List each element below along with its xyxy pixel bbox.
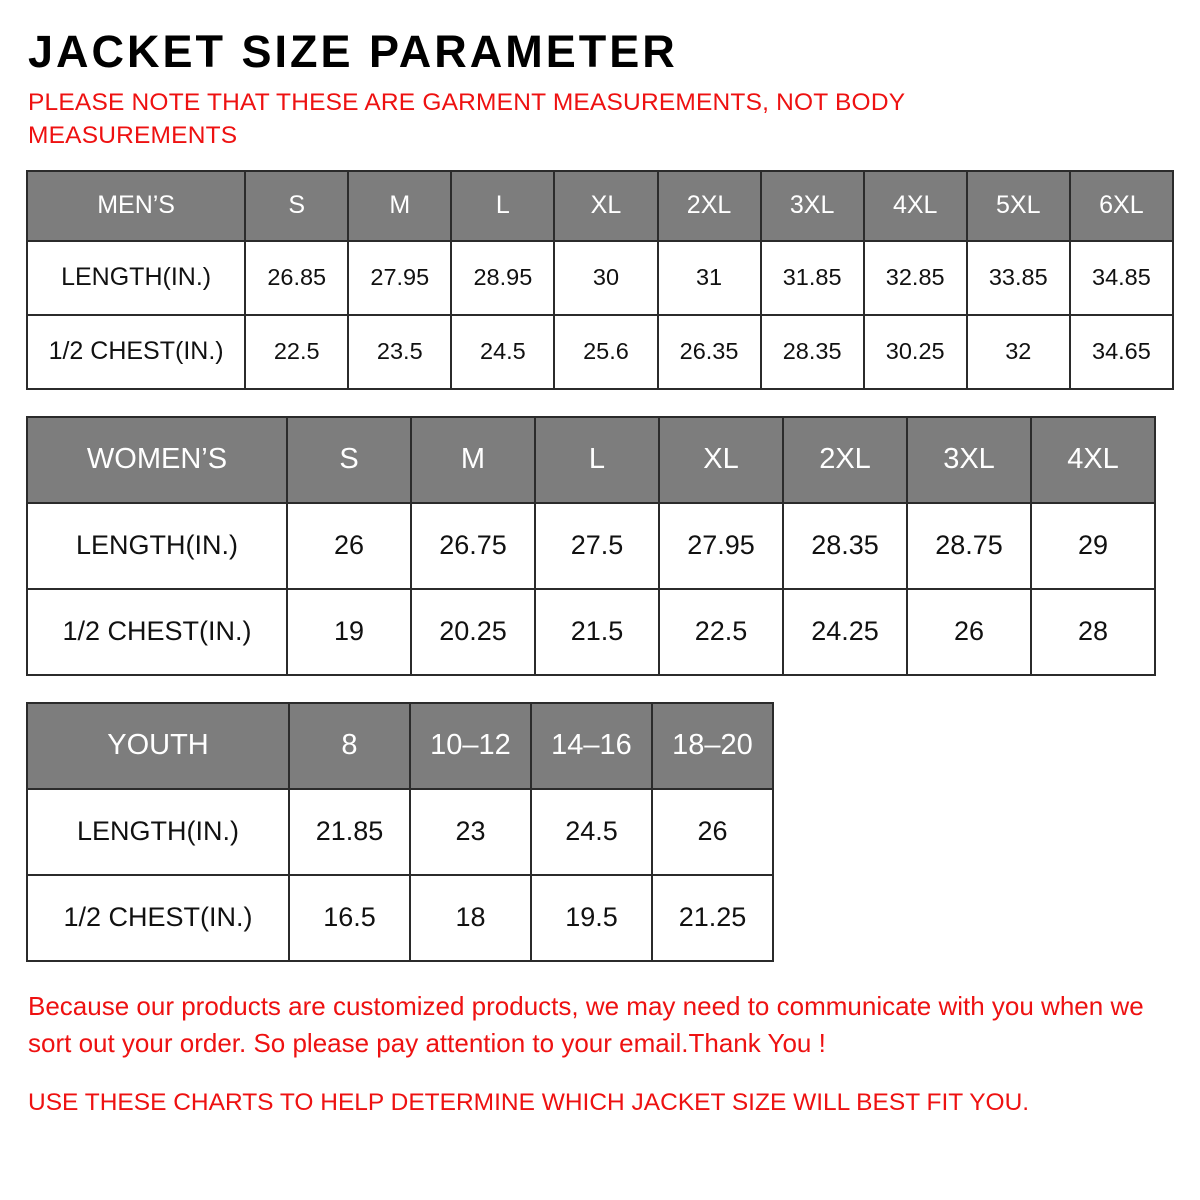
cell: 26: [652, 789, 773, 875]
youth-size-header: 10–12: [410, 703, 531, 789]
cell: 21.85: [289, 789, 410, 875]
cell: 26.85: [245, 241, 348, 315]
cell: 22.5: [245, 315, 348, 389]
cell: 25.6: [554, 315, 657, 389]
row-label: LENGTH(IN.): [27, 789, 289, 875]
table-row: [27, 875, 773, 961]
youth-size-header: 18–20: [652, 703, 773, 789]
womens-size-header: S: [287, 417, 411, 503]
mens-size-header: XL: [554, 171, 657, 241]
cell: 24.5: [531, 789, 652, 875]
table-row: [27, 503, 1155, 589]
row-label: 1/2 CHEST(IN.): [27, 589, 287, 675]
youth-size-header: 14–16: [531, 703, 652, 789]
cell: 30: [554, 241, 657, 315]
cell: 33.85: [967, 241, 1070, 315]
womens-size-header: 3XL: [907, 417, 1031, 503]
womens-size-table: [26, 416, 1156, 676]
womens-size-header: L: [535, 417, 659, 503]
footer-note-usage: USE THESE CHARTS TO HELP DETERMINE WHICH JACKET SIZE WILL BEST FIT YOU.: [28, 1088, 1030, 1116]
cell: 21.25: [652, 875, 773, 961]
measurement-note: PLEASE NOTE THAT THESE ARE GARMENT MEASUREMENTS, NOT BODY MEASUREMENTS: [28, 89, 905, 149]
womens-size-header: 4XL: [1031, 417, 1155, 503]
mens-size-header: L: [451, 171, 554, 241]
cell: 27.95: [659, 503, 783, 589]
page-title: JACKET SIZE PARAMETER: [28, 26, 678, 77]
mens-header-label: MEN’S: [27, 171, 245, 241]
mens-size-header: M: [348, 171, 451, 241]
cell: 31: [658, 241, 761, 315]
table-row: [27, 789, 773, 875]
cell: 28.35: [783, 503, 907, 589]
mens-size-header: 3XL: [761, 171, 864, 241]
mens-size-header: 6XL: [1070, 171, 1173, 241]
table-header-row: [27, 171, 1173, 241]
cell: 28.75: [907, 503, 1031, 589]
womens-header-label: WOMEN’S: [27, 417, 287, 503]
cell: 26: [907, 589, 1031, 675]
womens-size-header: 2XL: [783, 417, 907, 503]
cell: 29: [1031, 503, 1155, 589]
row-label: LENGTH(IN.): [27, 241, 245, 315]
cell: 23: [410, 789, 531, 875]
footer-notes: [28, 988, 1158, 1121]
cell: 24.25: [783, 589, 907, 675]
cell: 28: [1031, 589, 1155, 675]
cell: 19.5: [531, 875, 652, 961]
table-header-row: [27, 703, 773, 789]
row-label: LENGTH(IN.): [27, 503, 287, 589]
cell: 24.5: [451, 315, 554, 389]
cell: 28.35: [761, 315, 864, 389]
row-label: 1/2 CHEST(IN.): [27, 315, 245, 389]
cell: 19: [287, 589, 411, 675]
mens-size-header: 5XL: [967, 171, 1070, 241]
cell: 32: [967, 315, 1070, 389]
table-header-row: [27, 417, 1155, 503]
cell: 27.95: [348, 241, 451, 315]
cell: 30.25: [864, 315, 967, 389]
youth-size-header: 8: [289, 703, 410, 789]
womens-size-header: M: [411, 417, 535, 503]
cell: 16.5: [289, 875, 410, 961]
youth-size-table: [26, 702, 774, 962]
womens-size-header: XL: [659, 417, 783, 503]
row-label: 1/2 CHEST(IN.): [27, 875, 289, 961]
mens-size-table: [26, 170, 1174, 390]
cell: 20.25: [411, 589, 535, 675]
cell: 34.65: [1070, 315, 1173, 389]
cell: 26.75: [411, 503, 535, 589]
table-row: [27, 241, 1173, 315]
table-row: [27, 315, 1173, 389]
cell: 27.5: [535, 503, 659, 589]
footer-note-customized: Because our products are customized products, we may need to communicate with you when we sort out your order. So please pay attention to your email.Thank You !: [28, 990, 1144, 1058]
cell: 26: [287, 503, 411, 589]
mens-size-header: 4XL: [864, 171, 967, 241]
cell: 23.5: [348, 315, 451, 389]
cell: 34.85: [1070, 241, 1173, 315]
mens-size-header: S: [245, 171, 348, 241]
youth-header-label: YOUTH: [27, 703, 289, 789]
cell: 18: [410, 875, 531, 961]
cell: 26.35: [658, 315, 761, 389]
mens-size-header: 2XL: [658, 171, 761, 241]
cell: 21.5: [535, 589, 659, 675]
cell: 32.85: [864, 241, 967, 315]
cell: 28.95: [451, 241, 554, 315]
cell: 31.85: [761, 241, 864, 315]
cell: 22.5: [659, 589, 783, 675]
table-row: [27, 589, 1155, 675]
